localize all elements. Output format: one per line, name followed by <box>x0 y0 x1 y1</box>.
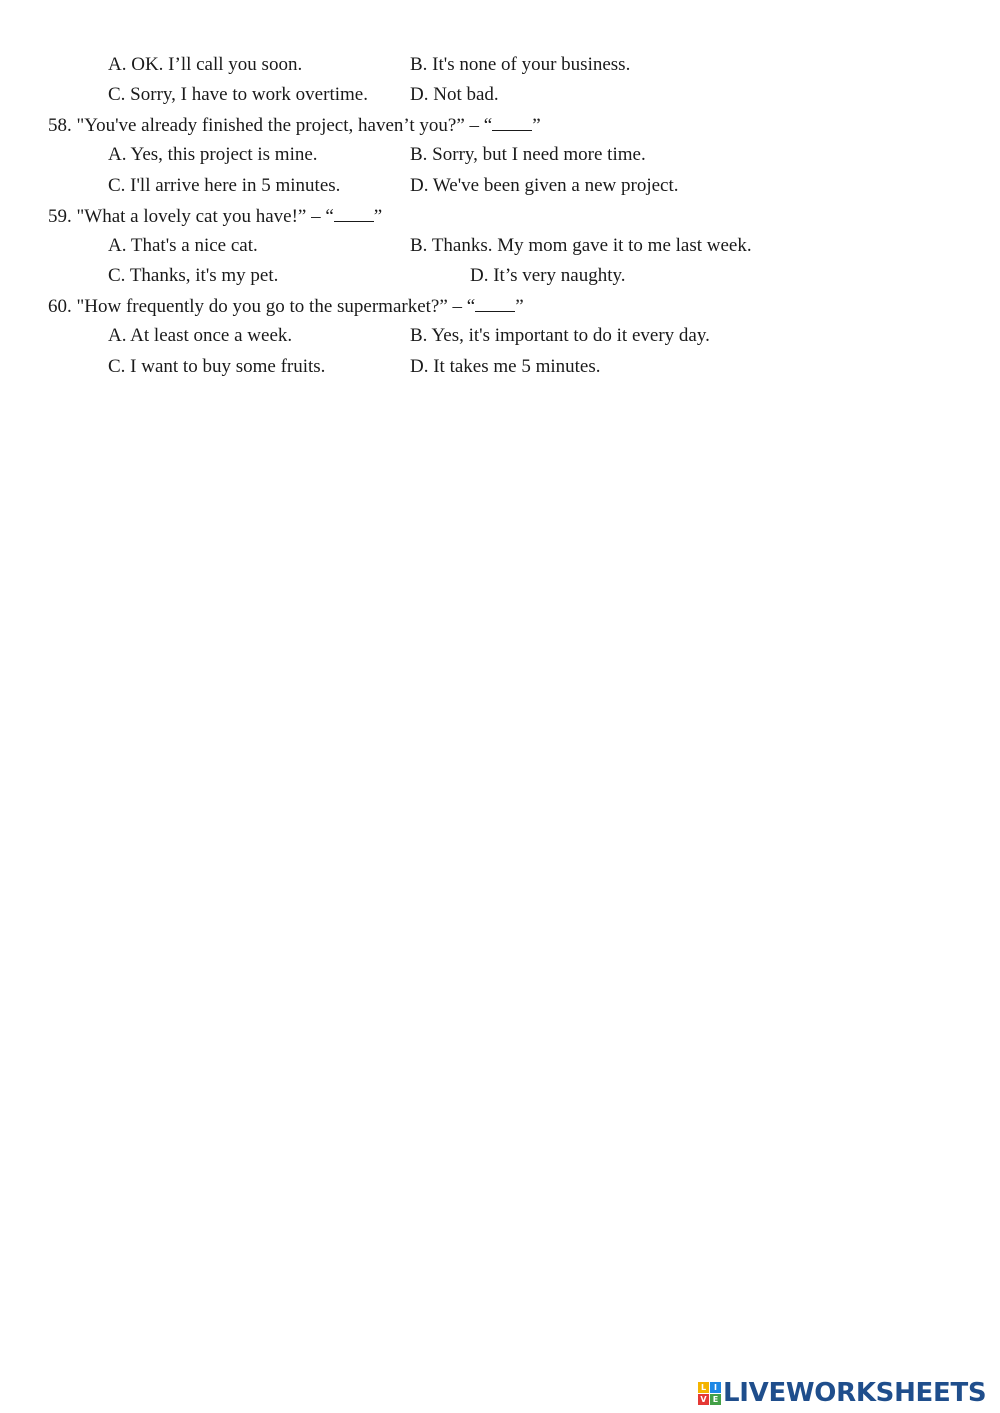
logo-letter: L <box>698 1382 709 1393</box>
option-b[interactable]: B. Yes, it's important to do it every day. <box>410 325 710 346</box>
logo-letter: V <box>698 1394 709 1405</box>
answer-blank[interactable] <box>334 204 374 222</box>
question-number: 58. <box>48 115 72 136</box>
option-b[interactable]: B. Sorry, but I need more time. <box>410 144 646 165</box>
option-d[interactable]: D. We've been given a new project. <box>410 175 679 196</box>
liveworksheets-logo <box>698 1378 986 1408</box>
logo-letter: E <box>710 1394 721 1405</box>
option-d[interactable]: D. It takes me 5 minutes. <box>410 356 601 377</box>
question-prompt: "What a lovely cat you have!” – “ <box>76 206 334 227</box>
option-b[interactable]: B. It's none of your business. <box>410 54 631 75</box>
question-number: 60. <box>48 296 72 317</box>
question-number: 59. <box>48 206 72 227</box>
option-a[interactable]: A. OK. I’ll call you soon. <box>108 54 303 75</box>
logo-grid-icon <box>698 1382 721 1405</box>
answer-blank[interactable] <box>475 294 515 312</box>
option-c[interactable]: C. Thanks, it's my pet. <box>108 265 279 286</box>
option-a[interactable]: A. Yes, this project is mine. <box>108 144 318 165</box>
closing-quote: ” <box>373 206 383 227</box>
option-a[interactable]: A. At least once a week. <box>108 325 293 346</box>
logo-letter: I <box>710 1382 721 1393</box>
question-prompt: "You've already finished the project, haven’t you?” – “ <box>76 115 493 136</box>
closing-quote: ” <box>532 115 541 136</box>
answer-blank[interactable] <box>492 113 532 131</box>
option-d[interactable]: D. It’s very naughty. <box>470 265 626 286</box>
question-60 <box>48 294 524 319</box>
option-c[interactable]: C. I'll arrive here in 5 minutes. <box>108 175 341 196</box>
option-c[interactable]: C. I want to buy some fruits. <box>108 356 326 377</box>
option-a[interactable]: A. That's a nice cat. <box>108 235 258 256</box>
option-d[interactable]: D. Not bad. <box>410 84 499 105</box>
logo-text: LIVEWORKSHEETS <box>723 1378 987 1408</box>
question-prompt: "How frequently do you go to the supermarket?” – “ <box>76 296 476 317</box>
closing-quote: ” <box>515 296 524 317</box>
question-59 <box>48 204 382 229</box>
option-b[interactable]: B. Thanks. My mom gave it to me last week. <box>410 235 752 256</box>
question-58 <box>48 113 541 138</box>
option-c[interactable]: C. Sorry, I have to work overtime. <box>108 84 368 105</box>
